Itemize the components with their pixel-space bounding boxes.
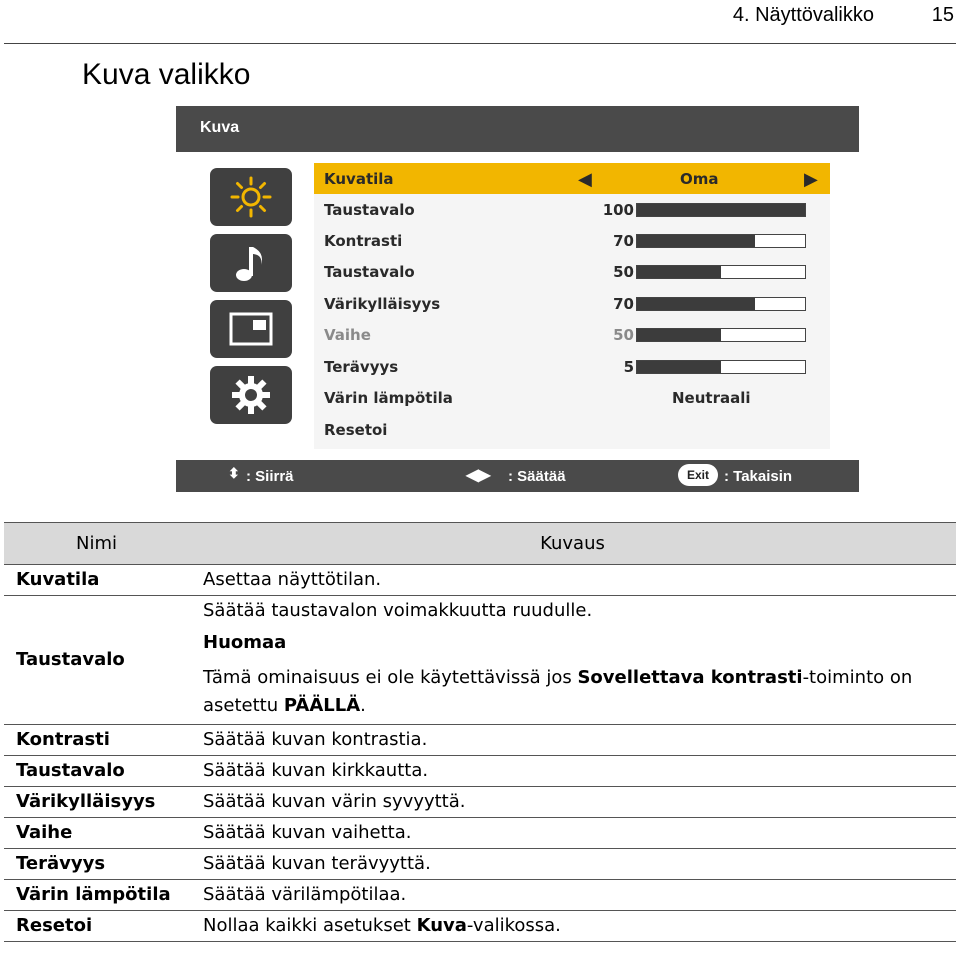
table-row: [4, 911, 956, 942]
gear-icon: [229, 373, 273, 417]
osd-row[interactable]: [314, 414, 830, 445]
osd-row-label: Taustavalo: [324, 263, 415, 281]
osd-tab-pip[interactable]: [210, 300, 292, 358]
osd-slider-bar[interactable]: [636, 297, 806, 311]
note-text: [203, 664, 956, 720]
osd-row-label: Värin lämpötila: [324, 389, 453, 407]
osd-slider-fill: [637, 266, 721, 278]
note-text-part: .: [360, 695, 366, 716]
osd-row-value: 70: [613, 232, 634, 250]
osd-slider-bar[interactable]: [636, 265, 806, 279]
table-row: [4, 880, 956, 911]
osd-settings-list: [314, 163, 830, 449]
osd-menu-title: Kuva: [200, 119, 240, 136]
note-text-part: Tämä ominaisuus ei ole käytettävissä jos: [203, 667, 578, 688]
table-row: [4, 818, 956, 849]
osd-menu-screenshot: [176, 106, 859, 492]
osd-slider-bar[interactable]: [636, 203, 806, 217]
table-row: [4, 787, 956, 818]
osd-row-label: Vaihe: [324, 326, 371, 344]
setting-description: Säätää kuvan värin syvyyttä.: [189, 787, 956, 818]
footer-move-hint: : Siirrä: [246, 468, 294, 485]
sun-icon: [229, 175, 273, 219]
left-right-arrows-icon: ◀▶: [466, 467, 491, 484]
osd-row-value: 5: [623, 358, 634, 376]
footer-adjust-hint: : Säätää: [508, 468, 566, 485]
osd-row[interactable]: [314, 163, 830, 194]
osd-row-label: Kontrasti: [324, 232, 403, 250]
table-row: [4, 849, 956, 880]
osd-row[interactable]: [314, 288, 830, 319]
osd-row-value: 50: [613, 263, 634, 281]
table-row: [4, 725, 956, 756]
menu-name: Kuva: [416, 915, 467, 936]
chapter-title: 4. Näyttövalikko: [732, 4, 874, 26]
osd-footer: [176, 460, 859, 492]
setting-name: Värikylläisyys: [4, 787, 189, 818]
up-down-arrows-icon: ⬍: [228, 465, 240, 481]
osd-option-value: Neutraali: [672, 389, 751, 407]
osd-row-label: Taustavalo: [324, 201, 415, 219]
setting-name: Terävyys: [4, 849, 189, 880]
osd-row-label: Värikylläisyys: [324, 295, 441, 313]
setting-description: Säätää kuvan vaihetta.: [189, 818, 956, 849]
osd-row-label: Terävyys: [324, 358, 399, 376]
description-text-part: Nollaa kaikki asetukset: [203, 915, 417, 936]
osd-row[interactable]: [314, 225, 830, 256]
setting-name: Resetoi: [4, 911, 189, 942]
note-feature-name: Sovellettava kontrasti: [577, 667, 803, 688]
note-text-part: -toiminto on asetettu: [203, 667, 913, 716]
picture-in-picture-icon: [229, 312, 273, 346]
running-header: [4, 0, 956, 44]
setting-name: Kuvatila: [4, 565, 189, 596]
table-row: [4, 596, 956, 725]
osd-row[interactable]: [314, 194, 830, 225]
arrow-left-icon[interactable]: ◀: [578, 169, 592, 190]
note-title: Huomaa: [203, 632, 287, 653]
osd-row[interactable]: [314, 256, 830, 287]
setting-name: Taustavalo: [4, 756, 189, 787]
setting-description: Säätää taustavalon voimakkuutta ruudulle.: [203, 600, 593, 621]
osd-option-value: Oma: [680, 170, 719, 188]
table-row: [4, 756, 956, 787]
setting-name: Kontrasti: [4, 725, 189, 756]
osd-row[interactable]: [314, 319, 830, 350]
osd-tab-audio[interactable]: [210, 234, 292, 292]
exit-button[interactable]: Exit: [678, 464, 718, 486]
osd-row[interactable]: [314, 382, 830, 413]
setting-description-with-note: [189, 596, 956, 725]
osd-slider-fill: [637, 235, 755, 247]
settings-description-table: [4, 522, 956, 942]
page-title: Kuva valikko: [82, 58, 251, 91]
setting-name: Vaihe: [4, 818, 189, 849]
osd-slider-bar[interactable]: [636, 234, 806, 248]
osd-row-value: 70: [613, 295, 634, 313]
table-header-row: [4, 523, 956, 565]
description-text-part: -valikossa.: [466, 915, 561, 936]
osd-tab-settings[interactable]: [210, 366, 292, 424]
setting-description: Säätää kuvan kontrastia.: [189, 725, 956, 756]
arrow-right-icon[interactable]: ▶: [804, 169, 818, 190]
column-header-description: Kuvaus: [189, 523, 956, 565]
setting-description: Asettaa näyttötilan.: [189, 565, 956, 596]
osd-slider-fill: [637, 329, 721, 341]
setting-description: Säätää kuvan kirkkautta.: [189, 756, 956, 787]
osd-titlebar: [176, 106, 859, 152]
osd-row-label: Kuvatila: [324, 170, 394, 188]
osd-slider-fill: [637, 298, 755, 310]
osd-slider-bar[interactable]: [636, 360, 806, 374]
osd-row-label: Resetoi: [324, 421, 388, 439]
osd-tab-picture[interactable]: [210, 168, 292, 226]
setting-description: Säätää värilämpötilaa.: [189, 880, 956, 911]
osd-row-value: 50: [613, 326, 634, 344]
page-number: 15: [931, 4, 954, 26]
setting-description: [189, 911, 956, 942]
osd-slider-fill: [637, 361, 721, 373]
note-state: PÄÄLLÄ: [283, 695, 361, 716]
column-header-name: Nimi: [4, 523, 189, 565]
table-row: [4, 565, 956, 596]
footer-back-hint: : Takaisin: [724, 468, 793, 485]
osd-row-value: 100: [602, 201, 634, 219]
setting-description: Säätää kuvan terävyyttä.: [189, 849, 956, 880]
osd-row[interactable]: [314, 351, 830, 382]
osd-slider-bar[interactable]: [636, 328, 806, 342]
osd-slider-fill: [637, 204, 805, 216]
setting-name: Värin lämpötila: [4, 880, 189, 911]
setting-name: Taustavalo: [4, 596, 189, 725]
music-note-icon: [231, 241, 271, 285]
